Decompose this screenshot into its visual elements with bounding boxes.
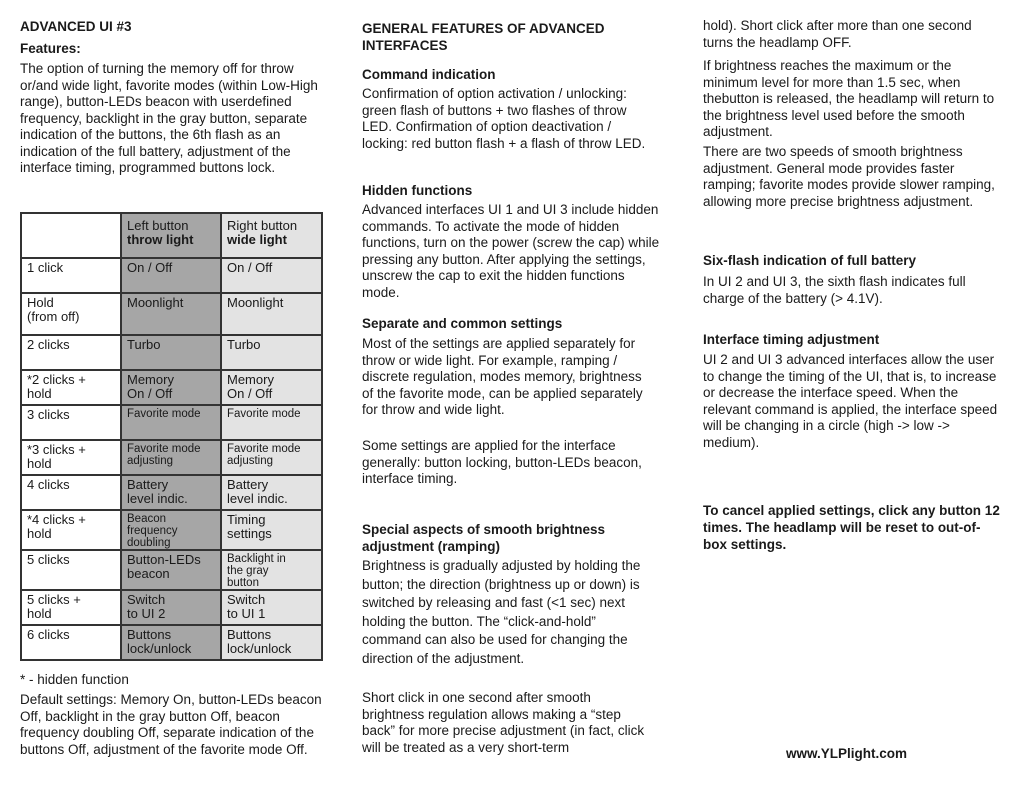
action-cell: 1 click — [21, 258, 121, 293]
action-cell: *4 clicks + hold — [21, 510, 121, 550]
table-row — [21, 440, 322, 475]
left-action-cell: Switch to UI 2 — [121, 590, 221, 625]
table-corner-cell — [21, 213, 121, 258]
action-cell: *3 clicks + hold — [21, 440, 121, 475]
features-heading: Features: — [20, 41, 81, 56]
right-action-cell: Battery level indic. — [221, 475, 322, 510]
left-action-cell: Favorite mode adjusting — [121, 440, 221, 475]
right-action-cell: Favorite mode adjusting — [221, 440, 322, 475]
left-action-cell: Turbo — [121, 335, 221, 370]
left-action-cell: Memory On / Off — [121, 370, 221, 405]
action-cell: Hold (from off) — [21, 293, 121, 335]
table-row — [21, 590, 322, 625]
wide-light-label: wide light — [227, 232, 287, 247]
command-indication-heading: Command indication — [362, 67, 496, 82]
action-cell: 6 clicks — [21, 625, 121, 660]
right-action-cell: Turbo — [221, 335, 322, 370]
left-action-cell: Button-LEDs beacon — [121, 550, 221, 590]
separate-settings-text: Most of the settings are applied separately for throw or wide light. For example, ramping / discrete regulation, modes memory, brightness of the favorite mode, can be applied separately for throw and wide light. — [362, 336, 643, 417]
left-action-cell: Moonlight — [121, 293, 221, 335]
button-commands-table — [20, 212, 323, 661]
table-row — [21, 258, 322, 293]
right-action-cell: Timing settings — [221, 510, 322, 550]
right-action-cell: Favorite mode — [221, 405, 322, 440]
right-action-cell: Buttons lock/unlock — [221, 625, 322, 660]
hidden-functions-heading: Hidden functions — [362, 183, 473, 198]
ramping-text: Brightness is gradually adjusted by holding the button; the direction (brightness up or down) is switched by releasing and fast (<1 sec) next holding the button. The “click-and-hold” command can also be used for changing the direction of the adjustment. — [362, 558, 641, 666]
ramping-speeds-text: There are two speeds of smooth brightness adjustment. General mode provides faster ramping; favorite modes provide slower ramping, allowing more precise brightness adjustment. — [703, 144, 995, 209]
right-button-header — [221, 213, 322, 258]
table-header-row — [21, 213, 322, 258]
table-row — [21, 405, 322, 440]
right-action-cell: Switch to UI 1 — [221, 590, 322, 625]
timing-text: UI 2 and UI 3 advanced interfaces allow the user to change the timing of the UI, that is, to increase or decrease the interface speed. When the relevant command is applied, the interface speed will be changing in a circle (high -> low -> medium). — [703, 352, 998, 450]
six-flash-text: In UI 2 and UI 3, the sixth flash indicates full charge of the battery (> 4.1V). — [703, 274, 966, 306]
max-brightness-text: If brightness reaches the maximum or the minimum level for more than 1.5 sec, when thebutton is released, the headlamp will return to the brightness level used before the smooth adjustment. — [703, 58, 995, 139]
throw-light-label: throw light — [127, 232, 194, 247]
default-settings-text: Default settings: Memory On, button-LEDs beacon Off, backlight in the gray button Off, beacon frequency doubling Off, separate indication of the buttons Off, adjustment of the favorite mode Off. — [20, 692, 322, 757]
website-link[interactable]: www.YLPlight.com — [786, 746, 908, 761]
right-action-cell: Backlight in the gray button — [221, 550, 322, 590]
action-cell: 2 clicks — [21, 335, 121, 370]
left-button-label: Left button — [127, 218, 189, 233]
action-cell: 5 clicks + hold — [21, 590, 121, 625]
short-click-text: hold). Short click after more than one second turns the headlamp OFF. — [703, 18, 972, 50]
features-text: The option of turning the memory off for throw or/and wide light, favorite modes (within Low-High range), button-LEDs beacon with userdefined frequency, backlight in the gray button, separate indication of the buttons, the 6th flash as an indication of the full battery, adjustment of the interface timing, programmed buttons lock. — [20, 61, 318, 175]
table-row — [21, 625, 322, 660]
common-settings-text: Some settings are applied for the interface generally: button locking, button-LEDs beacon, interface timing. — [362, 438, 642, 486]
step-back-text: Short click in one second after smooth brightness regulation allows making a “step back” for more precise adjustment (in fact, click will be treated as a very short-term — [362, 690, 645, 755]
ui3-title: ADVANCED UI #3 — [20, 19, 132, 34]
table-row — [21, 335, 322, 370]
left-button-header — [121, 213, 221, 258]
table-row — [21, 293, 322, 335]
hidden-function-footnote: * - hidden function — [20, 672, 129, 687]
table-row — [21, 550, 322, 590]
table-row — [21, 370, 322, 405]
cancel-settings-text: To cancel applied settings, click any button 12 times. The headlamp will be reset to out-of-box settings. — [703, 503, 1000, 552]
left-action-cell: Beacon frequency doubling — [121, 510, 221, 550]
right-button-label: Right button — [227, 218, 298, 233]
hidden-functions-text: Advanced interfaces UI 1 and UI 3 include hidden commands. To activate the mode of hidden functions, turn on the power (screw the cap) while pressing any button. After applying the settings, unscrew the cap to exit the hidden functions mode. — [362, 202, 660, 300]
left-action-cell: On / Off — [121, 258, 221, 293]
left-action-cell: Favorite mode — [121, 405, 221, 440]
ramping-heading: Special aspects of smooth brightness adjustment (ramping) — [362, 522, 606, 554]
timing-heading: Interface timing adjustment — [703, 332, 880, 347]
action-cell: *2 clicks + hold — [21, 370, 121, 405]
action-cell: 4 clicks — [21, 475, 121, 510]
general-features-title: GENERAL FEATURES OF ADVANCED INTERFACES — [362, 21, 605, 53]
table-row — [21, 475, 322, 510]
right-action-cell: On / Off — [221, 258, 322, 293]
action-cell: 5 clicks — [21, 550, 121, 590]
left-action-cell: Battery level indic. — [121, 475, 221, 510]
command-indication-text: Confirmation of option activation / unlocking: green flash of buttons + two flashes of throw LED. Confirmation of option deactivation / locking: red button flash + a flash of throw LED. — [362, 86, 646, 151]
left-action-cell: Buttons lock/unlock — [121, 625, 221, 660]
table-row — [21, 510, 322, 550]
six-flash-heading: Six-flash indication of full battery — [703, 253, 917, 268]
action-cell: 3 clicks — [21, 405, 121, 440]
right-action-cell: Moonlight — [221, 293, 322, 335]
separate-settings-heading: Separate and common settings — [362, 316, 563, 331]
right-action-cell: Memory On / Off — [221, 370, 322, 405]
